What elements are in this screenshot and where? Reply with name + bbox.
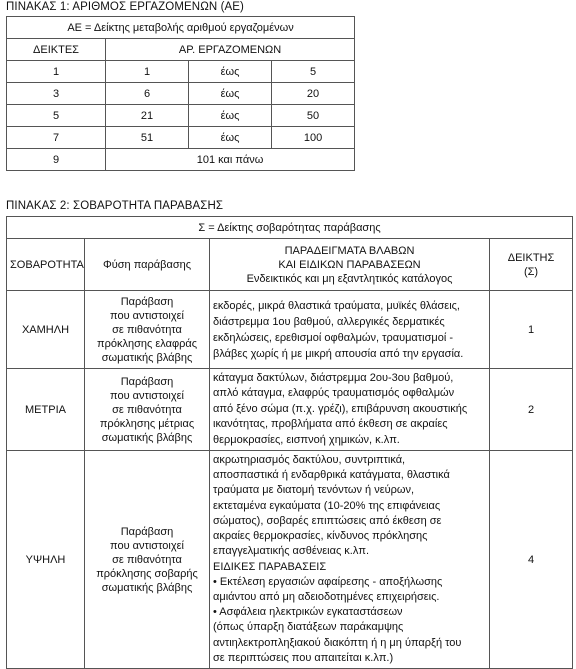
nature-line: σε πιθανότητα — [112, 323, 182, 336]
header-severity: ΣΟΒΑΡΟΤΗΤΑ — [7, 239, 85, 291]
nature-line: πρόκλησης σοβαρής — [96, 567, 198, 580]
example-line: εκδορές, μικρά θλαστικά τραύματα, μυϊκές θλάσεις, — [213, 299, 460, 312]
row-to: 100 — [272, 127, 355, 149]
example-line: από ξένο σώμα (π.χ. γρέζι), επιβάρυνση ακουστικής — [213, 402, 468, 415]
table2-caption: ΠΙΝΑΚΑΣ 2: ΣΟΒΑΡΟΤΗΤΑ ΠΑΡΑΒΑΣΗΣ — [6, 200, 224, 212]
examples-cell — [210, 291, 490, 369]
table-row — [7, 61, 355, 83]
severity-table — [6, 216, 573, 669]
nature-line: πρόκλησης ελαφράς — [97, 337, 197, 350]
examples-cell — [210, 369, 490, 451]
example-line: απλό κάταγμα, ελαφρύς τραυματισμός οφθαλμών — [213, 387, 455, 400]
row-index: 9 — [7, 149, 106, 171]
table-row — [7, 83, 355, 105]
example-line: ακρωτηριασμός δακτύλου, συντριπτικά, — [213, 454, 406, 467]
severity-cell: ΥΨΗΛΗ — [7, 451, 85, 669]
example-line: αντιηλεκτροπληξιακού διακόπτη ή η μη ύπαρξή του — [213, 636, 462, 649]
example-line: διάστρεμμα 1ου βαθμού, αλλεργικές δερματικές — [213, 315, 445, 328]
example-line: αμιάντου από μη αδειοδοτημένες επιχειρήσεις. — [213, 590, 440, 603]
nature-line: Παράβαση — [120, 295, 174, 308]
table1-title: ΑΕ = Δείκτης μεταβολής αριθμού εργαζομένων — [7, 17, 355, 39]
table-row — [7, 451, 573, 669]
header-index-line: (Σ) — [523, 265, 539, 278]
header-examples-line: ΚΑΙ ΕΙΔΙΚΩΝ ΠΑΡΑΒΑΣΕΩΝ — [278, 258, 421, 271]
nature-line: πρόκλησης μέτριας — [99, 417, 195, 430]
header-workers: ΑΡ. ΕΡΓΑΖΟΜΕΝΩΝ — [106, 39, 355, 61]
example-line: • Ασφάλεια ηλεκτρικών εγκαταστάσεων — [213, 606, 403, 619]
row-to: 5 — [272, 61, 355, 83]
example-line: κάταγμα δακτύλων, διάστρεμμα 2ου-3ου βαθμού, — [213, 371, 454, 384]
example-line: επαγγελματικής ασθένειας κ.λπ. — [213, 545, 369, 558]
table2-title: Σ = Δείκτης σοβαρότητας παράβασης — [7, 217, 573, 239]
row-from: 6 — [106, 83, 189, 105]
example-line: αποσπαστικά ή ενδαρθρικά κατάγματα, θλαστικά — [213, 469, 450, 482]
example-line: ικανότητας, προβλήματα από έκθεση σε ακραίες — [213, 418, 448, 431]
examples-cell — [210, 451, 490, 669]
nature-cell — [85, 291, 210, 369]
table-row — [7, 127, 355, 149]
header-examples-line: Ενδεικτικός και μη εξαντλητικός κατάλογος — [246, 272, 453, 285]
example-line: σώματος), σοβαρές επιπτώσεις από έκθεση σε — [213, 514, 442, 527]
table-row — [7, 149, 355, 171]
nature-line: που αντιστοιχεί — [110, 309, 184, 322]
nature-line: σε πιθανότητα — [112, 553, 182, 566]
row-index: 7 — [7, 127, 106, 149]
severity-cell: ΧΑΜΗΛΗ — [7, 291, 85, 369]
header-examples-line: ΠΑΡΑΔΕΙΓΜΑΤΑ ΒΛΑΒΩΝ — [284, 244, 415, 257]
severity-cell: ΜΕΤΡΙΑ — [7, 369, 85, 451]
example-line: τραύματα με διατομή τενόντων ή νεύρων, — [213, 484, 415, 497]
table-row — [7, 291, 573, 369]
nature-cell — [85, 369, 210, 451]
table-row — [7, 369, 573, 451]
example-line: εκτεταμένα εγκαύματα (10-20% της επιφάνειας — [213, 499, 441, 512]
nature-line: σε πιθανότητα — [112, 403, 182, 416]
row-sep: έως — [189, 61, 272, 83]
nature-cell — [85, 451, 210, 669]
index-cell: 4 — [490, 451, 573, 669]
example-line: ακραίες θερμοκρασίες, κίνδυνος πρόκλησης — [213, 530, 428, 543]
example-line: βλάβες χωρίς ή με μικρή απουσία από την εργασία. — [213, 347, 464, 360]
nature-line: Παράβαση — [120, 525, 174, 538]
row-from: 1 — [106, 61, 189, 83]
row-from: 51 — [106, 127, 189, 149]
row-sep: έως — [189, 83, 272, 105]
table1-caption: ΠΙΝΑΚΑΣ 1: ΑΡΙΘΜΟΣ ΕΡΓΑΖΟΜΕΝΩΝ (ΑΕ) — [6, 1, 244, 13]
index-cell: 1 — [490, 291, 573, 369]
nature-line: σωματικής βλάβης — [101, 431, 193, 444]
nature-line: που αντιστοιχεί — [110, 539, 184, 552]
row-index: 1 — [7, 61, 106, 83]
example-line: • Εκτέλεση εργασιών αφαίρεσης - αποξήλωσης — [213, 575, 443, 588]
example-line: εκδηλώσεις, ερεθισμοί οφθαλμών, τραυματισμοί - — [213, 331, 453, 344]
header-index: ΔΕΙΚΤΕΣ — [7, 39, 106, 61]
row-from: 21 — [106, 105, 189, 127]
header-index — [490, 239, 573, 291]
nature-line: που αντιστοιχεί — [110, 389, 184, 402]
header-nature: Φύση παράβασης — [85, 239, 210, 291]
workers-index-table — [6, 16, 355, 171]
nature-line: Παράβαση — [120, 375, 174, 388]
row-to: 50 — [272, 105, 355, 127]
nature-line: σωματικής βλάβης — [101, 581, 193, 594]
row-sep: έως — [189, 105, 272, 127]
table-row — [7, 105, 355, 127]
index-cell: 2 — [490, 369, 573, 451]
header-index-line: ΔΕΙΚΤΗΣ — [507, 251, 555, 264]
nature-line: σωματικής βλάβης — [101, 351, 193, 364]
row-range: 101 και πάνω — [106, 149, 355, 171]
row-index: 5 — [7, 105, 106, 127]
example-line: θερμοκρασίες, εισπνοή χημικών, κ.λπ. — [213, 433, 400, 446]
example-line: σε περιπτώσεις που απαιτείται κ.λπ.) — [213, 651, 394, 664]
header-examples — [210, 239, 490, 291]
example-line: (όπως ύπαρξη διατάξεων παράκαμψης — [213, 621, 404, 634]
row-to: 20 — [272, 83, 355, 105]
row-index: 3 — [7, 83, 106, 105]
special-violations-heading: ΕΙΔΙΚΕΣ ΠΑΡΑΒΑΣΕΙΣ — [213, 560, 327, 573]
row-sep: έως — [189, 127, 272, 149]
